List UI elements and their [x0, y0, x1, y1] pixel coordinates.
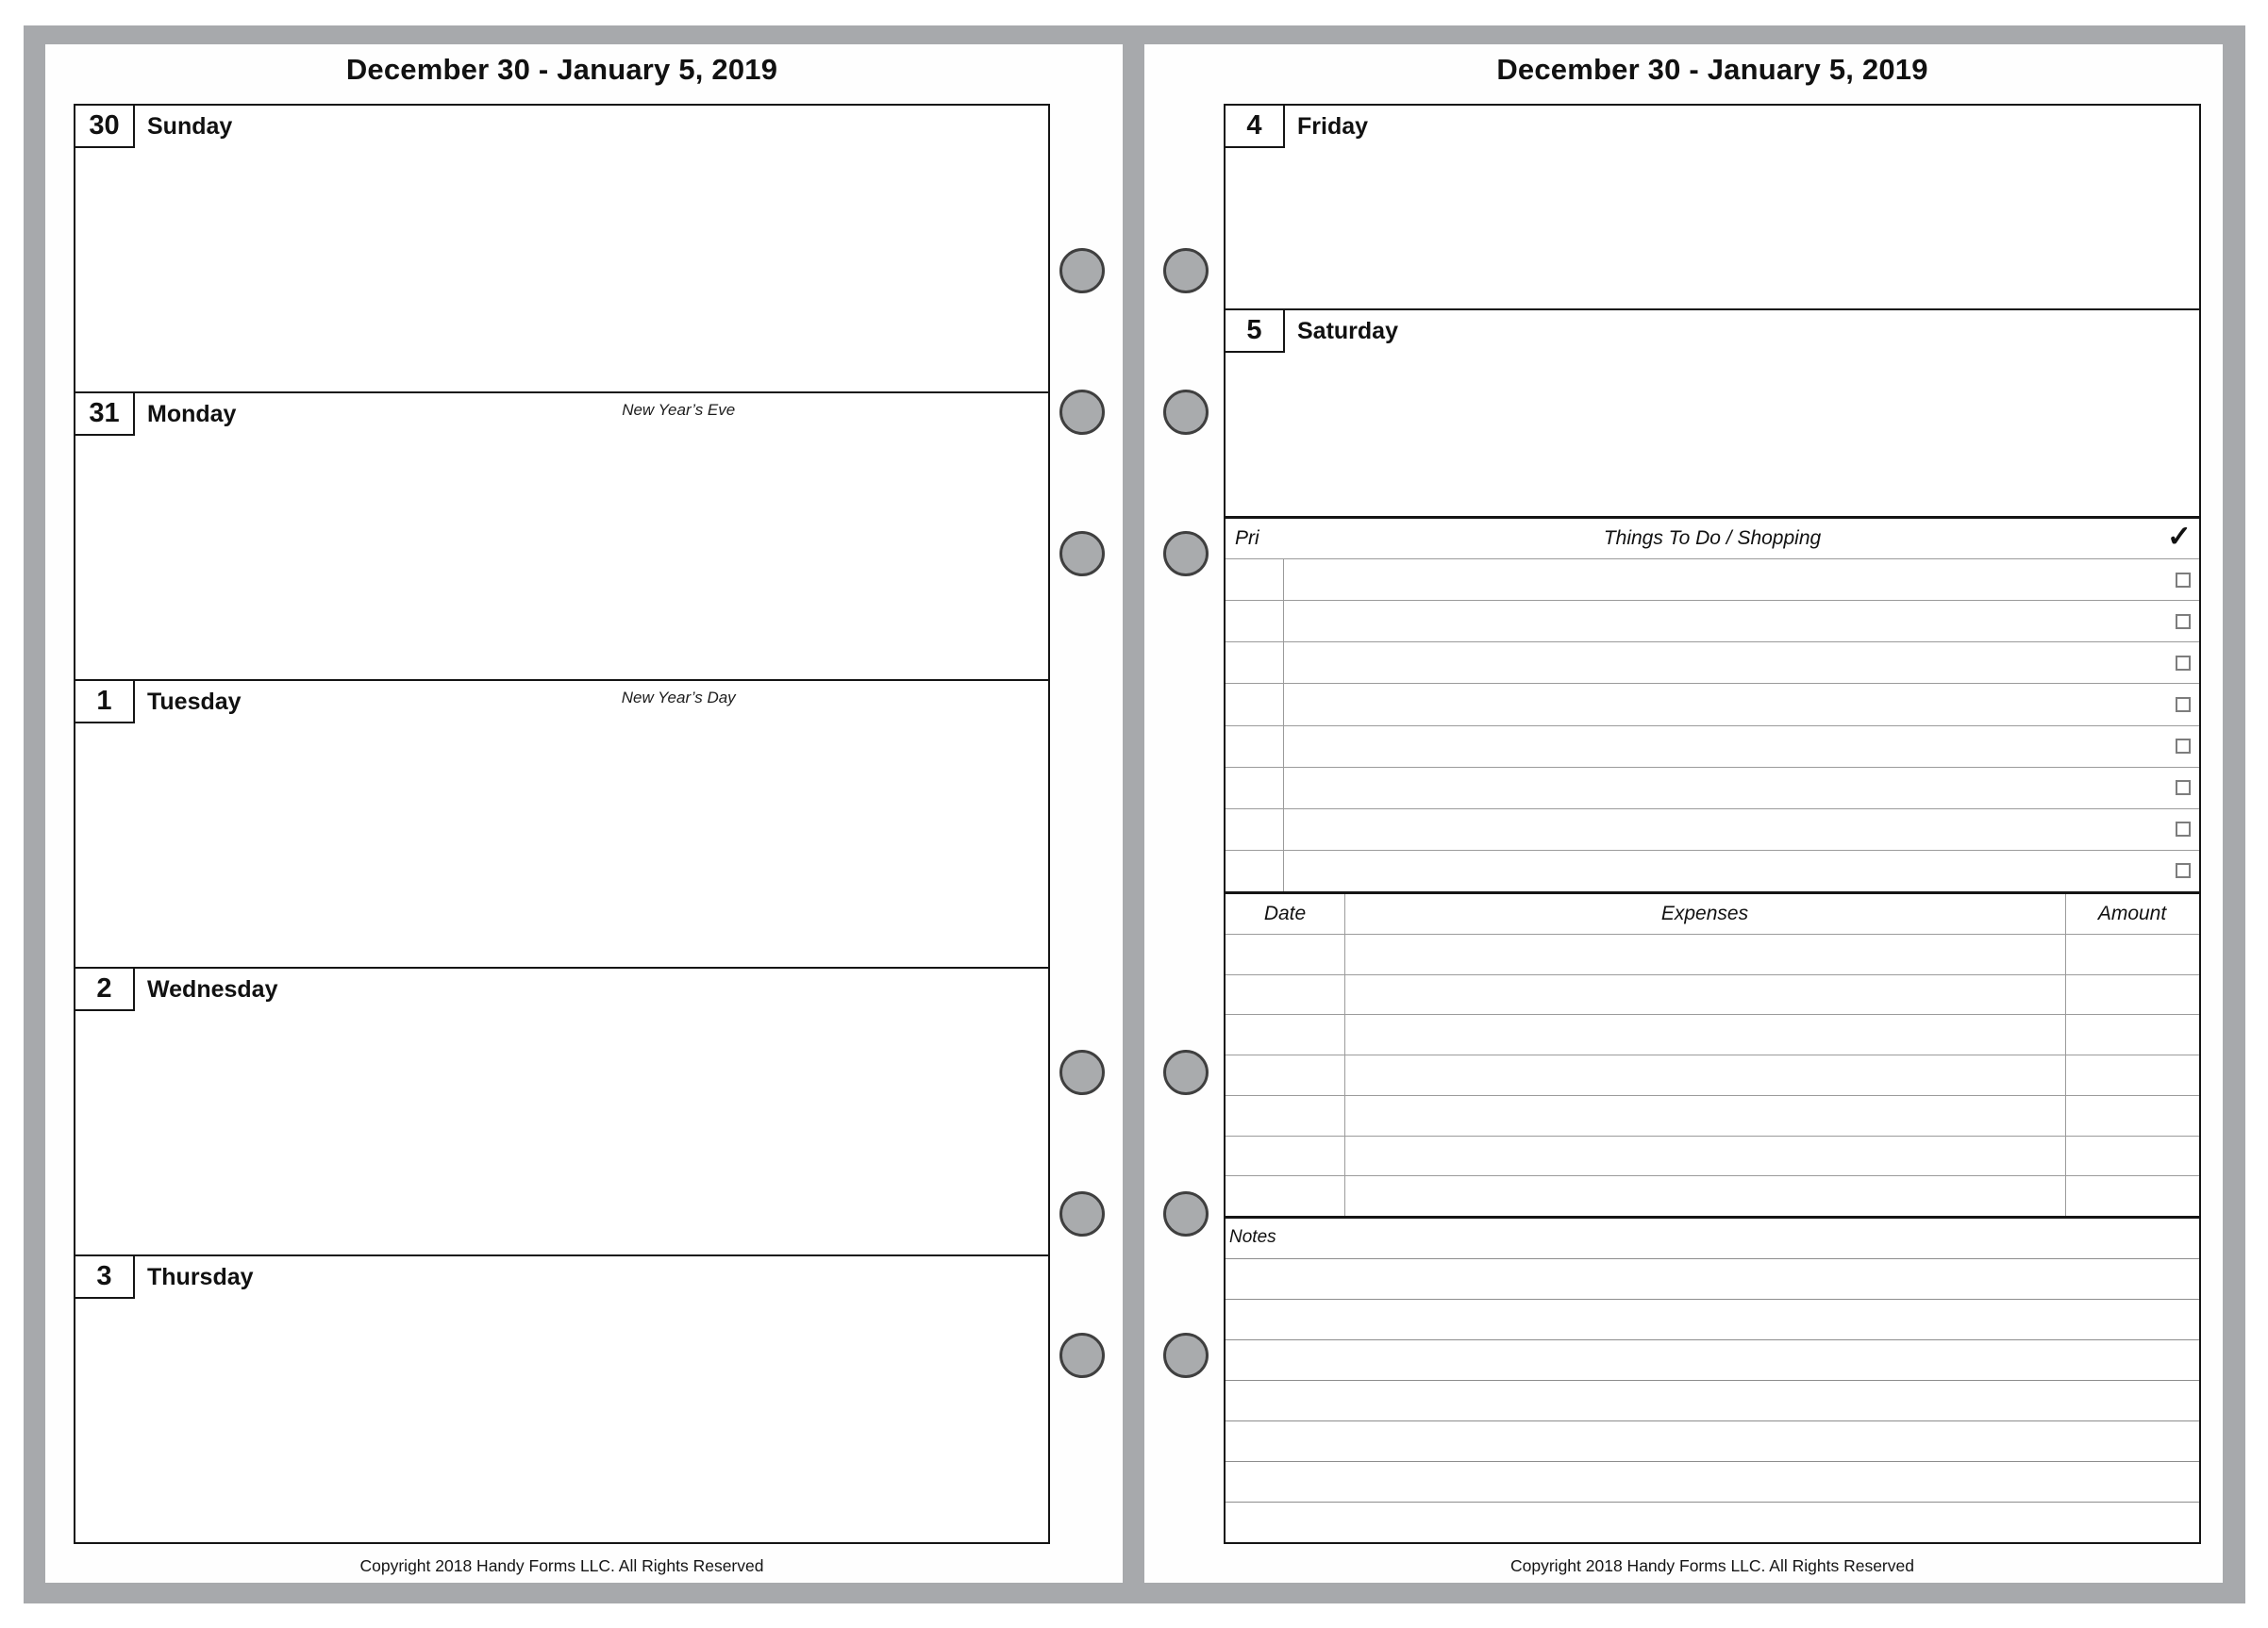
expenses-rows	[1226, 934, 2199, 1216]
note-line	[1226, 1339, 2199, 1380]
expenses-section	[1226, 891, 2199, 1216]
binder-hole	[1059, 248, 1105, 293]
pri-cell	[1226, 559, 1284, 600]
day-row-thursday	[75, 1254, 1048, 1542]
day-row-saturday	[1226, 308, 2199, 516]
expense-row	[1226, 1136, 2199, 1176]
day-number-box: 1	[75, 681, 135, 723]
expense-row	[1226, 1055, 2199, 1095]
todo-checkbox-icon	[2176, 739, 2191, 754]
expenses-column-label: Expenses	[1660, 903, 1749, 924]
todo-checkbox-icon	[2176, 656, 2191, 671]
todo-section	[1226, 516, 2199, 891]
note-line	[1226, 1420, 2199, 1461]
copyright-right: Copyright 2018 Handy Forms LLC. All Rights Reserved	[1510, 1556, 1914, 1575]
day-number-box: 31	[75, 393, 135, 436]
todo-checkbox-icon	[2176, 780, 2191, 795]
binder-hole	[1163, 531, 1209, 576]
binder-hole	[1163, 1333, 1209, 1378]
notes-rows	[1226, 1258, 2199, 1542]
binder-hole	[1059, 390, 1105, 435]
day-number-box: 30	[75, 106, 135, 148]
binder-hole	[1163, 1191, 1209, 1237]
todo-checkbox-icon	[2176, 697, 2191, 712]
pri-cell	[1226, 851, 1284, 891]
expense-row	[1226, 1095, 2199, 1136]
todo-checkbox-icon	[2176, 614, 2191, 629]
notes-section	[1226, 1216, 2199, 1542]
amount-column-divider	[2065, 894, 2066, 1216]
day-number-box: 5	[1226, 310, 1285, 353]
day-number-box: 2	[75, 969, 135, 1011]
todo-checkbox-icon	[2176, 573, 2191, 588]
day-name: Saturday	[1297, 318, 1398, 344]
day-name: Wednesday	[147, 976, 278, 1003]
todo-header	[1226, 519, 2199, 558]
day-row-tuesday	[75, 679, 1048, 967]
holiday-label: New Year’s Eve	[622, 401, 736, 419]
day-name: Sunday	[147, 113, 233, 140]
holiday-label: New Year’s Day	[621, 689, 736, 706]
copyright-left: Copyright 2018 Handy Forms LLC. All Rights Reserved	[359, 1556, 764, 1575]
binder-hole	[1163, 390, 1209, 435]
pri-cell	[1226, 768, 1284, 808]
amount-column-label: Amount	[2097, 903, 2167, 924]
todo-checkbox-icon	[2176, 863, 2191, 878]
pri-cell	[1226, 642, 1284, 683]
week-grid-right	[1224, 104, 2201, 1544]
expenses-column-divider	[1344, 894, 1345, 1216]
binder-hole	[1059, 1191, 1105, 1237]
left-page	[45, 44, 1123, 1583]
check-icon: ✓	[2167, 520, 2192, 553]
todo-row	[1226, 683, 2199, 724]
todo-row	[1226, 850, 2199, 891]
day-row-sunday	[75, 106, 1048, 391]
pri-cell	[1226, 809, 1284, 850]
todo-row	[1226, 641, 2199, 683]
todo-row	[1226, 600, 2199, 641]
binder-hole	[1059, 1333, 1105, 1378]
week-grid-left	[74, 104, 1050, 1544]
pri-column-label: Pri	[1235, 527, 1259, 549]
todo-row	[1226, 558, 2199, 600]
day-number-box: 3	[75, 1256, 135, 1299]
page-title: December 30 - January 5, 2019	[1496, 53, 1928, 86]
binder-hole	[1163, 1050, 1209, 1095]
day-row-wednesday	[75, 967, 1048, 1254]
expense-row	[1226, 974, 2199, 1015]
note-line	[1226, 1461, 2199, 1502]
binder-hole	[1059, 531, 1105, 576]
expense-row	[1226, 1175, 2199, 1216]
pri-cell	[1226, 601, 1284, 641]
expenses-header	[1226, 894, 2199, 934]
binder-hole	[1163, 248, 1209, 293]
note-line	[1226, 1258, 2199, 1299]
todo-checkbox-icon	[2176, 822, 2191, 837]
pri-cell	[1226, 726, 1284, 767]
day-name: Tuesday	[147, 689, 242, 715]
todo-row	[1226, 725, 2199, 767]
note-line	[1226, 1299, 2199, 1339]
todo-rows	[1226, 558, 2199, 891]
date-column-label: Date	[1263, 903, 1307, 924]
expense-row	[1226, 1014, 2199, 1055]
expense-row	[1226, 934, 2199, 974]
day-name: Monday	[147, 401, 237, 427]
day-name: Friday	[1297, 113, 1369, 140]
day-name: Thursday	[147, 1264, 254, 1290]
day-row-friday	[1226, 106, 2199, 308]
note-line	[1226, 1502, 2199, 1542]
todo-title: Things To Do / Shopping	[1603, 527, 1822, 549]
page-title: December 30 - January 5, 2019	[345, 53, 778, 86]
todo-row	[1226, 808, 2199, 850]
todo-row	[1226, 767, 2199, 808]
day-row-monday	[75, 391, 1048, 679]
binder-hole	[1059, 1050, 1105, 1095]
note-line	[1226, 1380, 2199, 1420]
pri-cell	[1226, 684, 1284, 724]
notes-label: Notes	[1229, 1227, 1276, 1247]
day-number-box: 4	[1226, 106, 1285, 148]
right-page	[1144, 44, 2223, 1583]
